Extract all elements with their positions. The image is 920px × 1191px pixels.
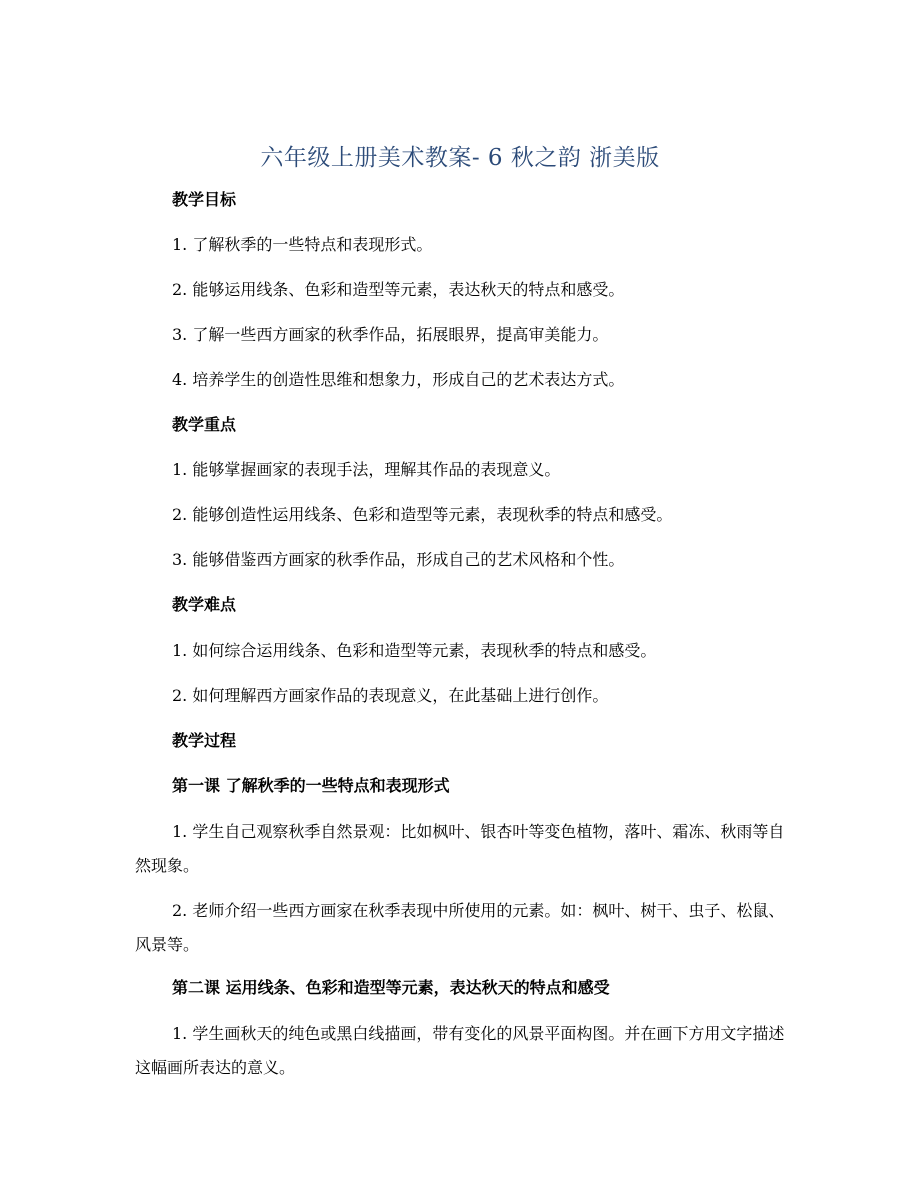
difficulty-item-1: 1. 如何综合运用线条、色彩和造型等元素，表现秋季的特点和感受。 — [172, 641, 657, 660]
section-heading-difficulties: 教学难点 — [172, 595, 237, 614]
key-point-item-1: 1. 能够掌握画家的表现手法，理解其作品的表现意义。 — [172, 460, 561, 479]
lesson2-paragraph-1: 1. 学生画秋天的纯色或黑白线描画，带有变化的风景平面构图。并在画下方用文字描述这幅画所表达的意义。 — [135, 1024, 785, 1077]
key-point-item-2: 2. 能够创造性运用线条、色彩和造型等元素，表现秋季的特点和感受。 — [172, 505, 673, 524]
lesson2-heading: 第二课 运用线条、色彩和造型等元素，表达秋天的特点和感受 — [172, 978, 610, 997]
lesson1-heading: 第一课 了解秋季的一些特点和表现形式 — [172, 776, 450, 795]
difficulty-item-2: 2. 如何理解西方画家作品的表现意义，在此基础上进行创作。 — [172, 686, 609, 705]
lesson1-paragraph-2: 2. 老师介绍一些西方画家在秋季表现中所使用的元素。如：枫叶、树干、虫子、松鼠、风景等。 — [135, 901, 785, 954]
lesson1-paragraph-1: 1. 学生自己观察秋季自然景观：比如枫叶、银杏叶等变色植物，落叶、霜冻、秋雨等自然现象。 — [135, 822, 785, 875]
objective-item-2: 2. 能够运用线条、色彩和造型等元素，表达秋天的特点和感受。 — [172, 280, 625, 299]
section-heading-objectives: 教学目标 — [172, 190, 237, 209]
section-heading-process: 教学过程 — [172, 731, 237, 750]
objective-item-4: 4. 培养学生的创造性思维和想象力，形成自己的艺术表达方式。 — [172, 370, 625, 389]
objective-item-1: 1. 了解秋季的一些特点和表现形式。 — [172, 235, 433, 254]
objective-item-3: 3. 了解一些西方画家的秋季作品，拓展眼界，提高审美能力。 — [172, 325, 609, 344]
key-point-item-3: 3. 能够借鉴西方画家的秋季作品，形成自己的艺术风格和个性。 — [172, 550, 625, 569]
document-title: 六年级上册美术教案- 6 秋之韵 浙美版 — [260, 145, 660, 171]
section-heading-key-points: 教学重点 — [172, 415, 237, 434]
